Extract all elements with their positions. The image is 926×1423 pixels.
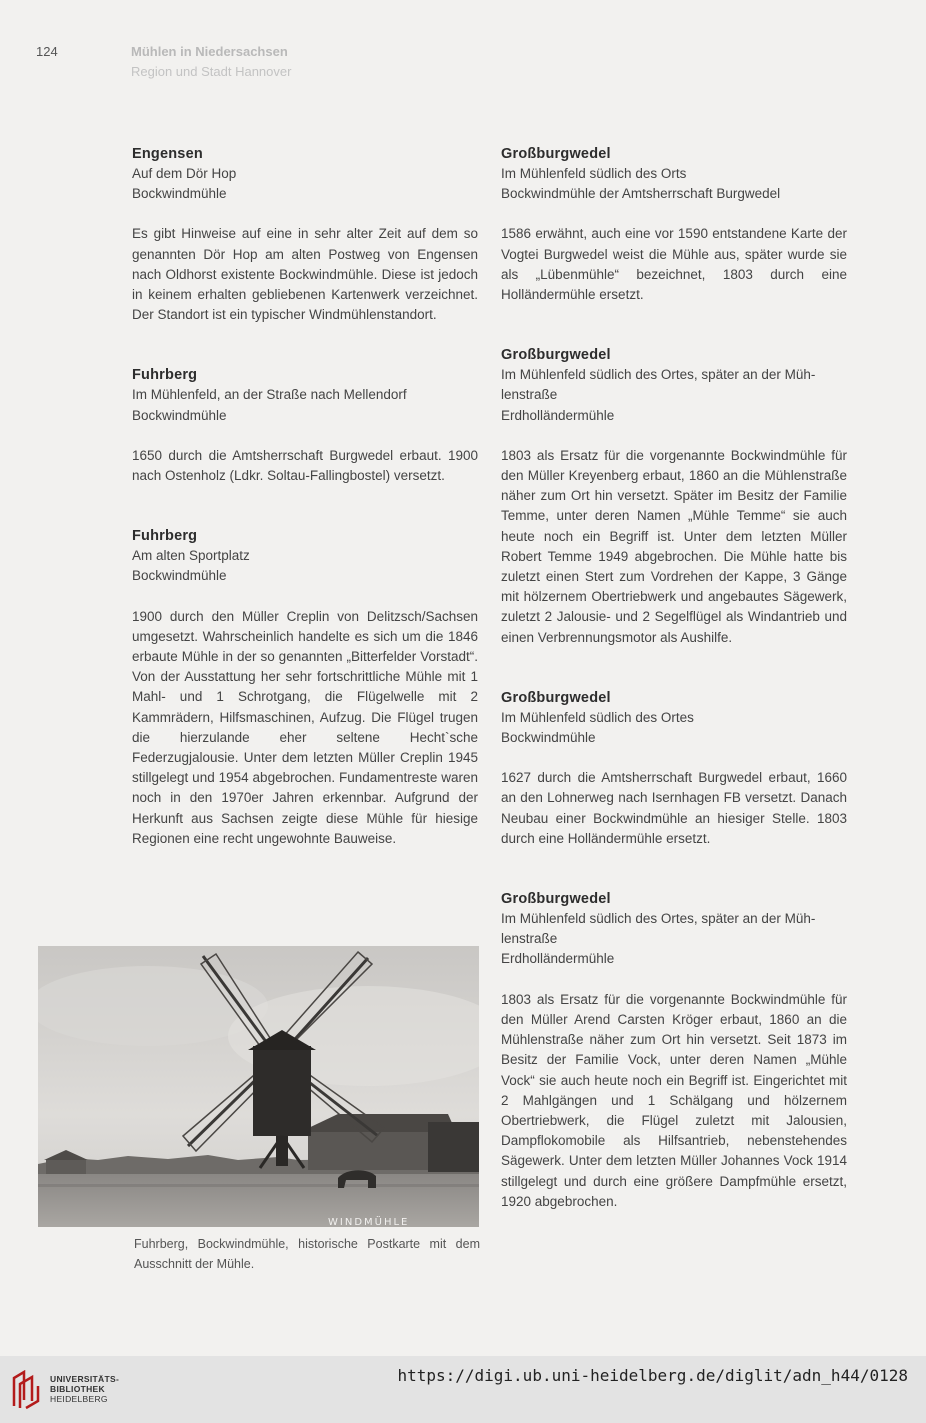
entry-body: 1803 als Ersatz für die vorgenannte Bockwindmühle für den Müller Kreyenberg erbaut, 1860 an die Mühlenstraße näher zum Ort hin versetzt. Später im Besitz der Familie Temme, unter deren Namen „Mühle Temme“ sie auch heute noch ein Begriff ist. Unter dem letzten Müller Robert Temme 1949 abgebrochen. Die Mühle hatte bis zuletzt einen Stert zum Vordrehen der Kappe, 3 Gänge mit hölzernem Obertriebwerk und angebautes Sägewerk, zuletzt 2 Jalousie- und 2 Segelflügel als Windantrieb und einen Verbrennungsmotor als Aushilfe. [501,447,847,645]
entry-body: 1627 durch die Amtsherrschaft Burgwedel erbaut, 1660 an den Lohnerweg nach Isernhagen FB versetzt. Danach Neubau einer Bockwindmühle an hiesiger Stelle. 1803 durch eine Holländermühle ersetzt. [501,770,847,846]
entry-title: Fuhrberg [132,528,198,545]
left-column [132,144,478,849]
entry-body: Es gibt Hinweise auf eine in sehr alter Zeit auf dem so genannten Dör Hop am alten Postweg von Engensen nach Oldhorst existente Bockwindmühle. Diese ist jedoch in keinem erhalten gebliebenen Kartenwerk verzeichnet. Der Standort ist ein typischer Windmühlenstandort. [132,226,478,323]
entry-title: Engensen [132,146,203,162]
photo-inscription: WINDMÜHLE [328,1217,410,1227]
entry-location: Auf dem Dör Hop [132,166,237,181]
entry-title: Großburgwedel [501,146,611,162]
entry-type: Bockwindmühle der Amtsherrschaft Burgwedel [501,186,781,202]
entry-type: Bockwindmühle [501,730,596,746]
entry-body: 1586 erwähnt, auch eine vor 1590 entstandene Karte der Vogtei Burgwedel weist die Mühle aus, später wurde sie als „Lübenmühle“ bezeichnet, 1803 durch eine Holländermühle ersetzt. [501,226,847,303]
entry-location: Im Mühlenfeld südlich des Ortes, später an der Mühlenstraße [501,367,816,403]
entry-grossburgwedel-2 [501,345,847,648]
entry-body: 1803 als Ersatz für die vorgenannte Bockwindmühle für den Müller Arend Carsten Kröger erbaut, 1860 an die Mühlenstraße näher zum Ort hin versetzt. Seit 1873 im Besitz der Familie Vock, unter deren Namen „Mühle Vock“ sie auch heute noch ein Begriff ist. Eingerichtet mit 2 Mahlgängen und 1 Schälgang und hölzernem Obertriebwerk, die Flügel zuletzt mit Jalousien, Dampflokomobile als Hilfsantrieb, nebenstehendes Sägewerk. Unter dem letzten Müller Johannes Vock 1914 stillgelegt und durch eine größere Dampfmühle ersetzt, 1920 abgebrochen. [501,991,847,1209]
entry-grossburgwedel-1 [501,144,847,305]
source-url-link[interactable]: https://digi.ub.uni-heidelberg.de/diglit/adn_h44/0128 [397,1366,908,1385]
entry-body: 1900 durch den Müller Creplin von Delitzsch/Sachsen umgesetzt. Wahrscheinlich handelte es sich um die 1846 erbaute Mühle in der so genannten „Bitterfelder Vorstadt“. Von der Ausstattung her sehr fortschrittliche Mühle mit 1 Mahl- und 1 Schrotgang, die Flügelwelle mit 2 Kammrädern, Hilfsmaschinen, Aufzug. Die Flügel trugen die hierzulande eher seltene Hecht`sche Federzugjalousie. Unter dem letzten Müller Creplin 1945 stillgelegt und 1954 abgebrochen. Fundamentreste waren noch in den 1970er Jahren erkennbar. Aufgrund der Herkunft aus Sachsen zeigte diese Mühle für hiesige Regionen eine recht ungewohnte Bauweise. [132,608,478,846]
entry-title: Großburgwedel [501,689,611,706]
entry-title: Großburgwedel [501,891,611,908]
logo-line: HEIDELBERG [50,1394,108,1404]
windmill-photo [38,946,479,1227]
entry-type: Erdholländermühle [501,407,615,423]
running-title: Mühlen in Niedersachsen [131,44,288,59]
entry-location: Am alten Sportplatz [132,548,250,564]
entry-location: Im Mühlenfeld, an der Straße nach Mellendorf [132,387,407,403]
entry-title: Fuhrberg [132,367,198,384]
entry-location: Im Mühlenfeld südlich des Ortes, später an der Mühlenstraße [501,911,816,947]
logo-line: UNIVERSITÄTS- [50,1374,120,1384]
entry-type: Bockwindmühle [132,568,227,584]
entry-grossburgwedel-4 [501,889,847,1212]
footer-bar [0,1356,926,1423]
right-column [501,144,847,1212]
entry-fuhrberg-2 [132,526,478,849]
entry-type: Erdholländermühle [501,951,615,967]
windmill-postcard-image [38,946,479,1227]
photo-caption: Fuhrberg, Bockwindmühle, historische Postkarte mit dem Ausschnitt der Mühle. [134,1237,480,1271]
entry-location: Im Mühlenfeld südlich des Orts [501,166,687,181]
library-logo [10,1366,120,1414]
entry-fuhrberg-1 [132,365,478,486]
entry-body: 1650 durch die Amtsherrschaft Burgwedel erbaut. 1900 nach Ostenholz (Ldkr. Soltau-Fallingbostel) versetzt. [132,447,478,484]
library-logo-icon [10,1370,44,1410]
entry-engensen [132,144,478,325]
entry-grossburgwedel-3 [501,688,847,849]
entry-type: Bockwindmühle [132,407,227,423]
entry-location: Im Mühlenfeld südlich des Ortes [501,709,694,725]
entry-type: Bockwindmühle [132,186,227,202]
running-subtitle: Region und Stadt Hannover [131,64,292,79]
entry-title: Großburgwedel [501,347,611,364]
logo-line: BIBLIOTHEK [50,1384,105,1394]
library-logo-text [50,1374,119,1404]
page-number: 124 [36,44,58,59]
